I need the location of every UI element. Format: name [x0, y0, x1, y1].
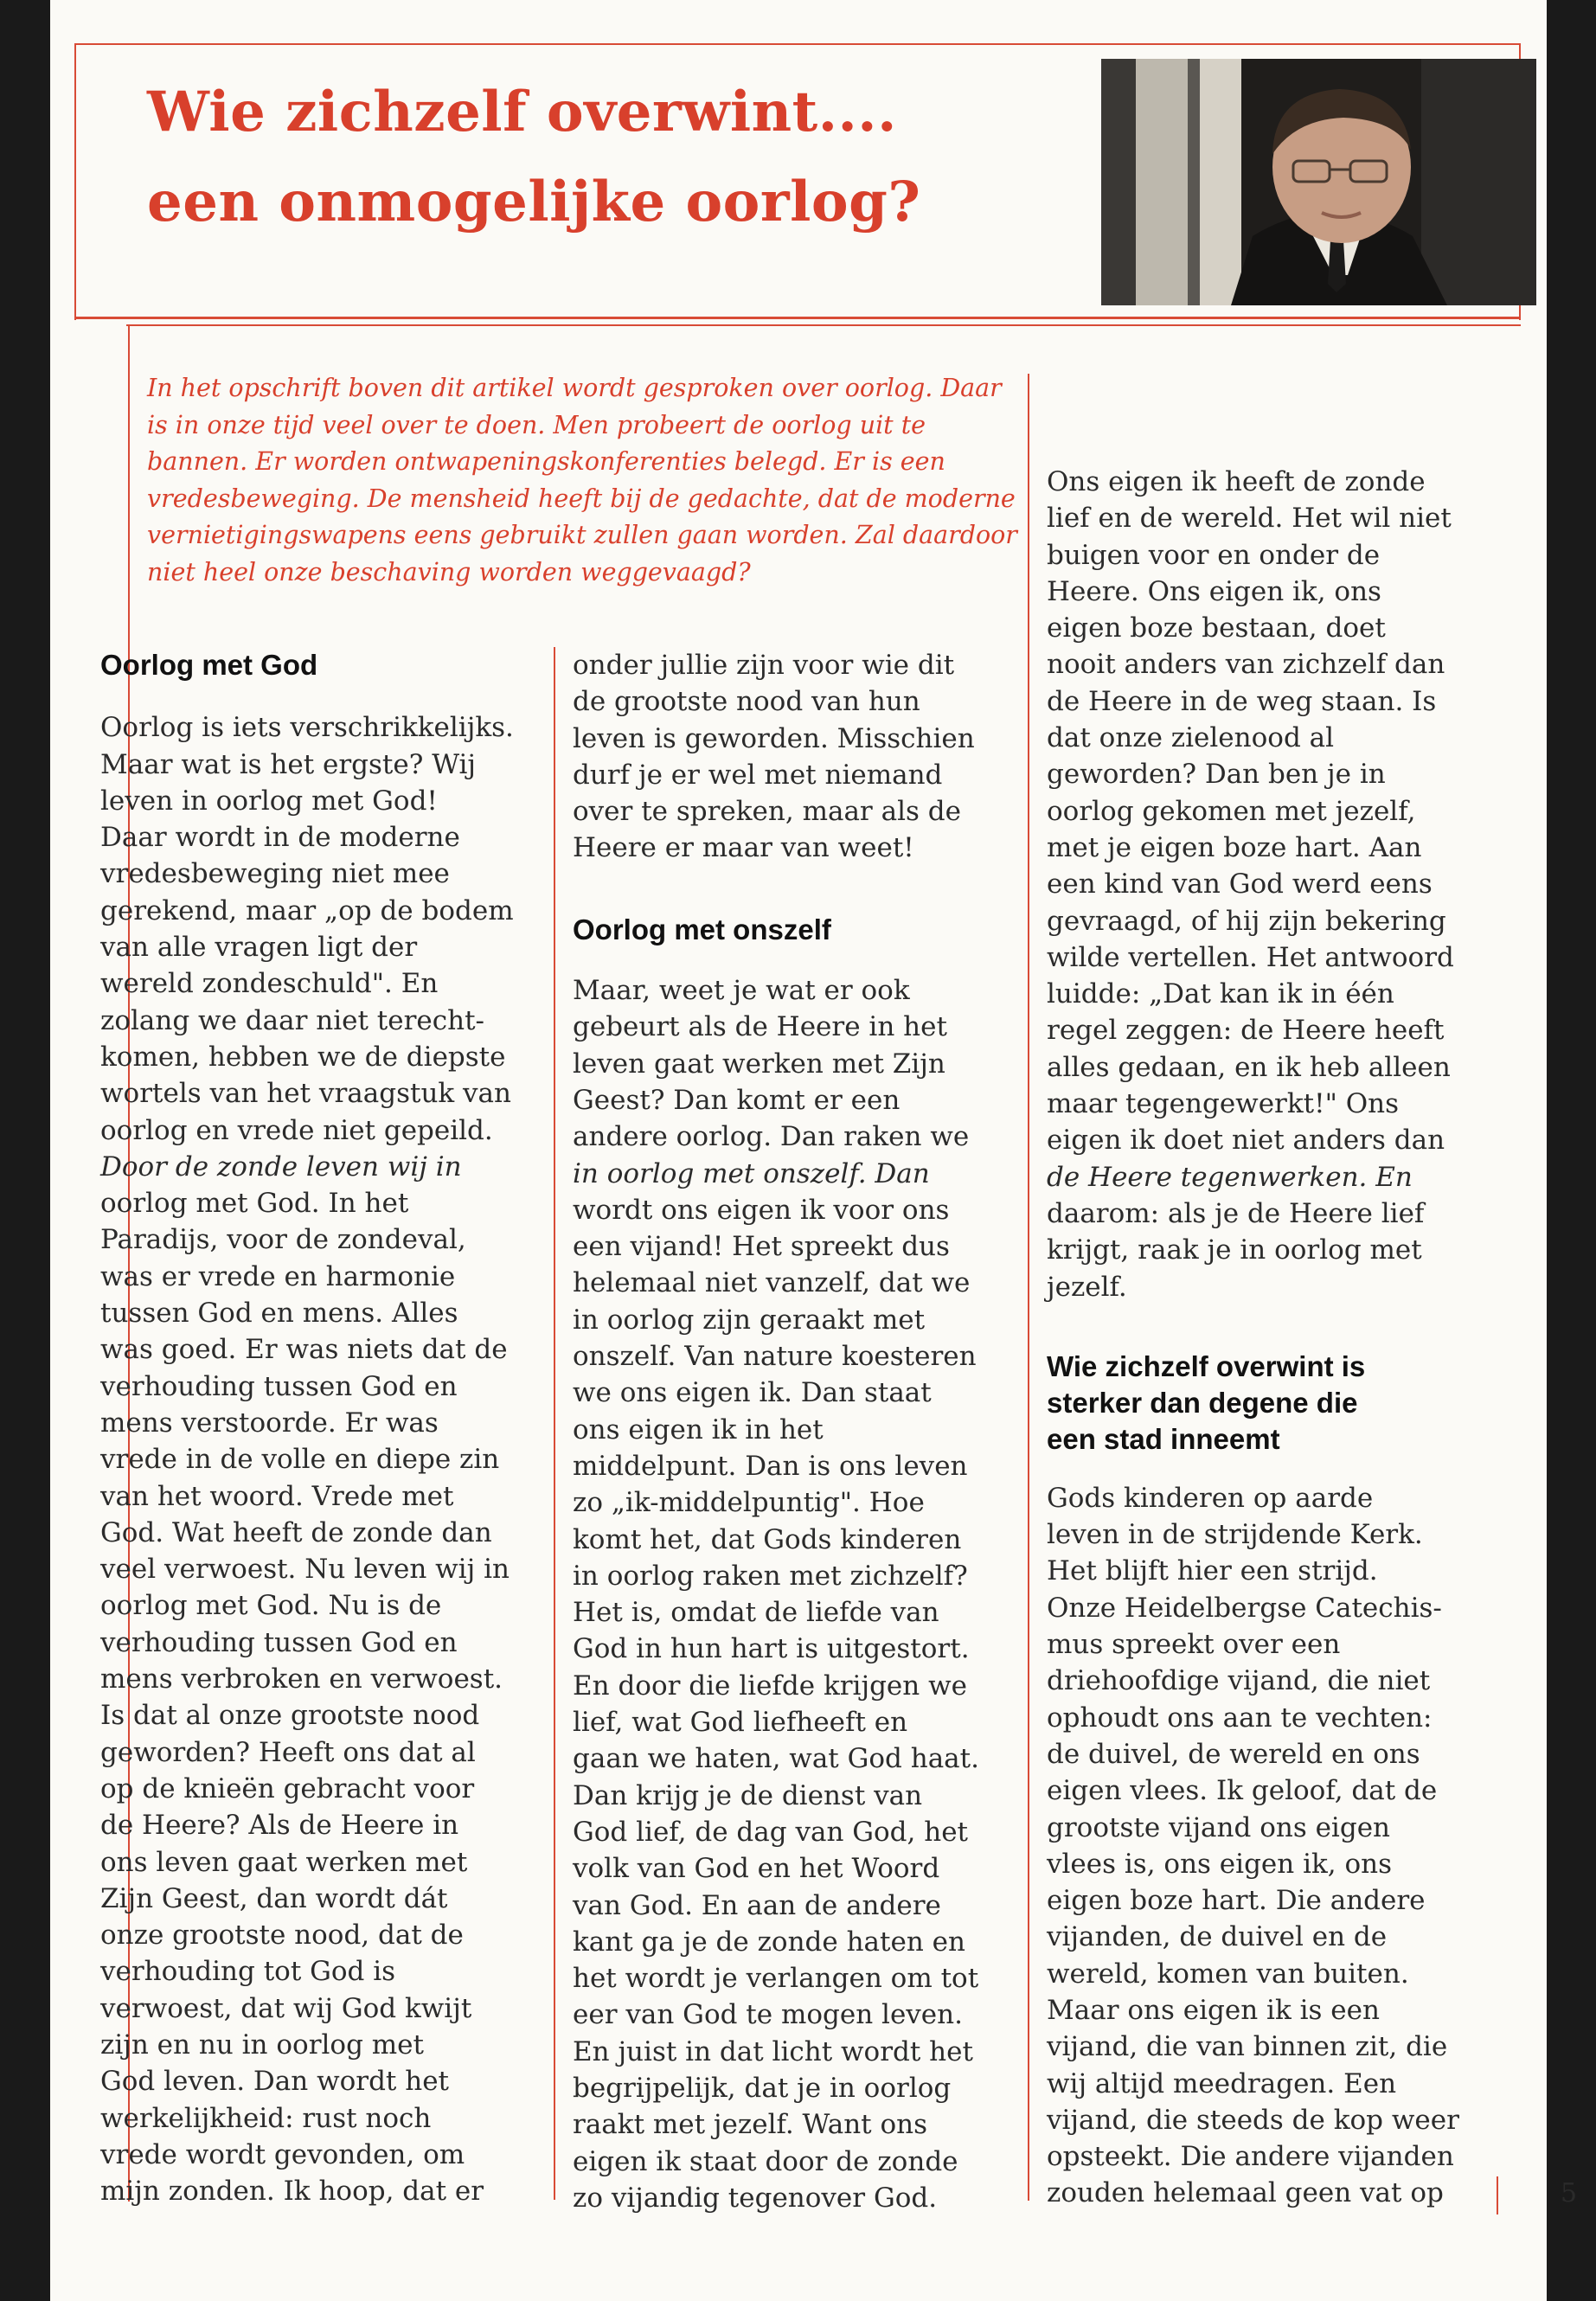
- text-line: vrede in de volle en diepe zin: [100, 1444, 500, 1476]
- text-line: driehoofdige vijand, die niet: [1047, 1665, 1431, 1697]
- text-line: nooit anders van zichzelf dan: [1047, 649, 1445, 681]
- text-line: komt het, dat Gods kinderen: [573, 1523, 962, 1555]
- text-line: zo vijandig tegenover God.: [573, 2182, 938, 2214]
- text-line: ophoudt ons aan te vechten:: [1047, 1702, 1433, 1734]
- heading-line: een stad inneemt: [1047, 1422, 1280, 1455]
- text-line: leven in oorlog met God!: [100, 785, 438, 817]
- text-line: kant ga je de zonde haten en: [573, 1926, 965, 1958]
- text-line: in oorlog raken met zichzelf?: [573, 1560, 968, 1592]
- text-line: lief, wat God liefheeft en: [573, 1707, 908, 1739]
- text-line: het wordt je verlangen om tot: [573, 1963, 979, 1995]
- text-line: de Heere in de weg staan. Is: [1047, 685, 1437, 717]
- text-line: opsteekt. Die andere vijanden: [1047, 2141, 1454, 2173]
- text-line: alles gedaan, en ik heb alleen: [1047, 1051, 1451, 1083]
- text-line: vlees is, ons eigen ik, ons: [1047, 1848, 1393, 1880]
- text-line: op de knieën gebracht voor: [100, 1772, 475, 1804]
- text-line: leven gaat werken met Zijn: [573, 1048, 945, 1080]
- text-line: krijgt, raak je in oorlog met: [1047, 1234, 1422, 1266]
- text-line: veel verwoest. Nu leven wij in: [100, 1554, 510, 1586]
- page-number: 5: [1561, 2178, 1578, 2208]
- frame-left-line: [74, 43, 76, 320]
- text-line: wereld, komen van buiten.: [1047, 1958, 1409, 1990]
- text-line: wordt ons eigen ik voor ons: [573, 1194, 950, 1226]
- text-line: verhouding tot God is: [100, 1956, 396, 1988]
- text-line: mens verstoorde. Er was: [100, 1407, 439, 1439]
- text-line: wereld zondeschuld". En: [100, 968, 439, 1000]
- text-line: werkelijkheid: rust noch: [100, 2102, 432, 2134]
- text-line: Het blijft hier een strijd.: [1047, 1555, 1378, 1587]
- text-line: met je eigen boze hart. Aan: [1047, 831, 1422, 863]
- text-line: God lief, de dag van God, het: [573, 1816, 969, 1848]
- text-line: luidde: „Dat kan ik in één: [1047, 978, 1394, 1010]
- text-line: Daar wordt in de moderne: [100, 822, 460, 854]
- text-line: jezelf.: [1047, 1271, 1127, 1303]
- text-line: Geest? Dan komt er een: [573, 1084, 901, 1116]
- text-line: gaan we haten, wat God haat.: [573, 1743, 979, 1775]
- header-rule-lower: [126, 324, 1521, 326]
- text-line: zijn en nu in oorlog met: [100, 2029, 424, 2061]
- text-line: vijanden, de duivel en de: [1047, 1921, 1388, 1953]
- text-line: gevraagd, of hij zijn bekering: [1047, 905, 1446, 937]
- text-line: eigen ik doet niet anders dan: [1047, 1125, 1445, 1157]
- text-line: regel zeggen: de Heere heeft: [1047, 1015, 1445, 1047]
- text-line: ons eigen ik in het: [573, 1413, 824, 1445]
- text-line: volk van God en het Woord: [573, 1853, 940, 1885]
- text-line: eigen boze hart. Die andere: [1047, 1885, 1426, 1917]
- portrait-image: [1101, 59, 1536, 305]
- text-line: middelpunt. Dan is ons leven: [573, 1450, 968, 1482]
- text-line: we ons eigen ik. Dan staat: [573, 1377, 932, 1409]
- text-line: oorlog en vrede niet gepeild.: [100, 1114, 493, 1146]
- text-line: Maar, weet je wat er ook: [573, 975, 910, 1007]
- text-line: helemaal niet vanzelf, dat we: [573, 1267, 971, 1299]
- text-line: begrijpelijk, dat je in oorlog: [573, 2072, 952, 2104]
- text-line: zouden helemaal geen vat op: [1047, 2177, 1444, 2209]
- text-line: Maar ons eigen ik is een: [1047, 1994, 1380, 2026]
- text-line: zolang we daar niet terecht-: [100, 1004, 485, 1036]
- text-line: durf je er wel met niemand: [573, 759, 943, 791]
- text-line: van God. En aan de andere: [573, 1889, 941, 1921]
- text-line: verhouding tussen God en: [100, 1370, 458, 1402]
- section-heading-wie-zichzelf-overwint: [1047, 1349, 1497, 1458]
- text-line: onszelf. Van nature koesteren: [573, 1341, 977, 1373]
- text-line: tussen God en mens. Alles: [100, 1298, 458, 1330]
- text-line: in oorlog zijn geraakt met: [573, 1304, 926, 1336]
- intro-line: vredesbeweging. De mensheid heeft bij de gedachte, dat de moderne: [147, 484, 1016, 513]
- text-line: wortels van het vraagstuk van: [100, 1078, 512, 1110]
- text-line: God in hun hart is uitgestort.: [573, 1633, 970, 1665]
- text-line: geworden? Heeft ons dat al: [100, 1736, 476, 1768]
- text-line: En juist in dat licht wordt het: [573, 2035, 973, 2067]
- article-intro: [147, 370, 1048, 591]
- section-heading-oorlog-met-onszelf: Oorlog met onszelf: [573, 913, 831, 945]
- text-line: Heere. Ons eigen ik, ons: [1047, 575, 1381, 607]
- text-line: God. Wat heeft de zonde dan: [100, 1516, 492, 1548]
- column-divider-3: [1497, 2176, 1498, 2214]
- text-line: daarom: als je de Heere lief: [1047, 1197, 1425, 1229]
- text-line: ons leven gaat werken met: [100, 1846, 468, 1878]
- text-line: onder jullie zijn voor wie dit: [573, 650, 955, 681]
- text-line: Is dat al onze grootste nood: [100, 1700, 480, 1732]
- text-line: was er vrede en harmonie: [100, 1260, 456, 1292]
- title-line: Wie zichzelf overwint....: [147, 80, 897, 144]
- text-line: gebeurt als de Heere in het: [573, 1011, 947, 1043]
- text-line: vijand, die steeds de kop weer: [1047, 2104, 1459, 2136]
- intro-line: In het opschrift boven dit artikel wordt gesproken over oorlog. Daar: [147, 374, 1002, 402]
- heading-line: Wie zichzelf overwint is: [1047, 1349, 1366, 1382]
- text-line: vijand, die van binnen zit, die: [1047, 2031, 1448, 2063]
- text-line: andere oorlog. Dan raken we: [573, 1121, 970, 1153]
- text-line: Onze Heidelbergse Catechis-: [1047, 1592, 1442, 1624]
- text-line: leven is geworden. Misschien: [573, 722, 975, 754]
- column-3: [1047, 464, 1497, 2212]
- text-line: Oorlog is iets verschrikkelijks.: [100, 712, 514, 744]
- text-line: Dan krijg je de dienst van: [573, 1779, 923, 1811]
- text-line: Maar wat is het ergste? Wij: [100, 748, 477, 780]
- text-line: oorlog met God. Nu is de: [100, 1590, 442, 1622]
- text-line: over te spreken, maar als de: [573, 796, 961, 828]
- text-line: Ons eigen ik heeft de zonde: [1047, 466, 1426, 497]
- text-line: mus spreekt over een: [1047, 1629, 1341, 1661]
- intro-line: niet heel onze beschaving worden weggevaagd?: [147, 557, 751, 586]
- text-line: mijn zonden. Ik hoop, dat er: [100, 2176, 484, 2208]
- text-line: vredesbeweging niet mee: [100, 858, 450, 890]
- text-line: buigen voor en onder de: [1047, 539, 1381, 571]
- title-line: een onmogelijke oorlog?: [147, 170, 921, 234]
- column-divider-1: [554, 647, 555, 2200]
- text-line: eer van God te mogen leven.: [573, 1999, 963, 2031]
- text-line: van alle vragen ligt der: [100, 932, 418, 964]
- text-line: in oorlog met onszelf. Dan: [573, 1157, 930, 1189]
- frame-top-line: [74, 43, 1521, 45]
- text-line: zo „ik-middelpuntig". Hoe: [573, 1487, 925, 1519]
- text-line: geworden? Dan ben je in: [1047, 759, 1386, 791]
- column-divider-2: [1028, 374, 1029, 2201]
- text-line: mens verbroken en verwoest.: [100, 1663, 503, 1695]
- text-line: lief en de wereld. Het wil niet: [1047, 503, 1452, 535]
- text-line: Het is, omdat de liefde van: [573, 1597, 939, 1629]
- text-line: leven in de strijdende Kerk.: [1047, 1519, 1423, 1551]
- text-line: de Heere tegenwerken. En: [1047, 1161, 1413, 1193]
- text-line: een vijand! Het spreekt dus: [573, 1231, 950, 1263]
- text-line: een kind van God werd eens: [1047, 868, 1433, 901]
- author-photo: [1101, 59, 1536, 305]
- header-rule-upper: [74, 317, 1521, 319]
- section-heading-oorlog-met-god: Oorlog met God: [100, 649, 318, 681]
- text-line: oorlog gekomen met jezelf,: [1047, 795, 1416, 827]
- column-1: [100, 647, 550, 2209]
- text-line: maar tegengewerkt!" Ons: [1047, 1088, 1399, 1120]
- text-line: wilde vertellen. Het antwoord: [1047, 941, 1454, 973]
- magazine-page: [50, 0, 1578, 2301]
- text-line: eigen boze bestaan, doet: [1047, 612, 1386, 644]
- text-line: van het woord. Vrede met: [100, 1480, 454, 1512]
- text-line: Zijn Geest, dan wordt dát: [100, 1882, 448, 1914]
- intro-line: vernietigingswapens eens gebruikt zullen gaan worden. Zal daardoor: [147, 521, 1017, 549]
- text-line: En door die liefde krijgen we: [573, 1670, 967, 1702]
- text-line: gerekend, maar „op de bodem: [100, 894, 514, 926]
- column-2: [573, 647, 1022, 2216]
- text-line: onze grootste nood, dat de: [100, 1920, 464, 1952]
- text-line: verwoest, dat wij God kwijt: [100, 1992, 472, 2024]
- text-line: raakt met jezelf. Want ons: [573, 2109, 928, 2141]
- text-line: Gods kinderen op aarde: [1047, 1482, 1374, 1514]
- text-line: vrede wordt gevonden, om: [100, 2138, 465, 2170]
- text-line: Heere er maar van weet!: [573, 832, 914, 864]
- text-line: de Heere? Als de Heere in: [100, 1810, 459, 1842]
- text-line: oorlog met God. In het: [100, 1188, 409, 1220]
- text-line: de duivel, de wereld en ons: [1047, 1738, 1420, 1770]
- text-line: Door de zonde leven wij in: [100, 1150, 462, 1183]
- text-line: God leven. Dan wordt het: [100, 2066, 450, 2098]
- text-line: dat onze zielenood al: [1047, 722, 1335, 754]
- text-line: Paradijs, voor de zondeval,: [100, 1224, 466, 1256]
- text-line: was goed. Er was niets dat de: [100, 1334, 508, 1366]
- text-line: verhouding tussen God en: [100, 1626, 458, 1658]
- article-title: [147, 67, 1064, 247]
- text-line: komen, hebben we de diepste: [100, 1041, 506, 1073]
- intro-line: is in onze tijd veel over te doen. Men probeert de oorlog uit te: [147, 410, 926, 439]
- text-line: eigen vlees. Ik geloof, dat de: [1047, 1775, 1438, 1807]
- intro-line: bannen. Er worden ontwapeningskonferenties belegd. Er is een: [147, 447, 945, 476]
- text-line: eigen ik staat door de zonde: [573, 2145, 958, 2177]
- text-line: de grootste nood van hun: [573, 686, 920, 718]
- text-line: grootste vijand ons eigen: [1047, 1811, 1391, 1843]
- text-line: wij altijd meedragen. Een: [1047, 2067, 1397, 2099]
- heading-line: sterker dan degene die: [1047, 1386, 1358, 1419]
